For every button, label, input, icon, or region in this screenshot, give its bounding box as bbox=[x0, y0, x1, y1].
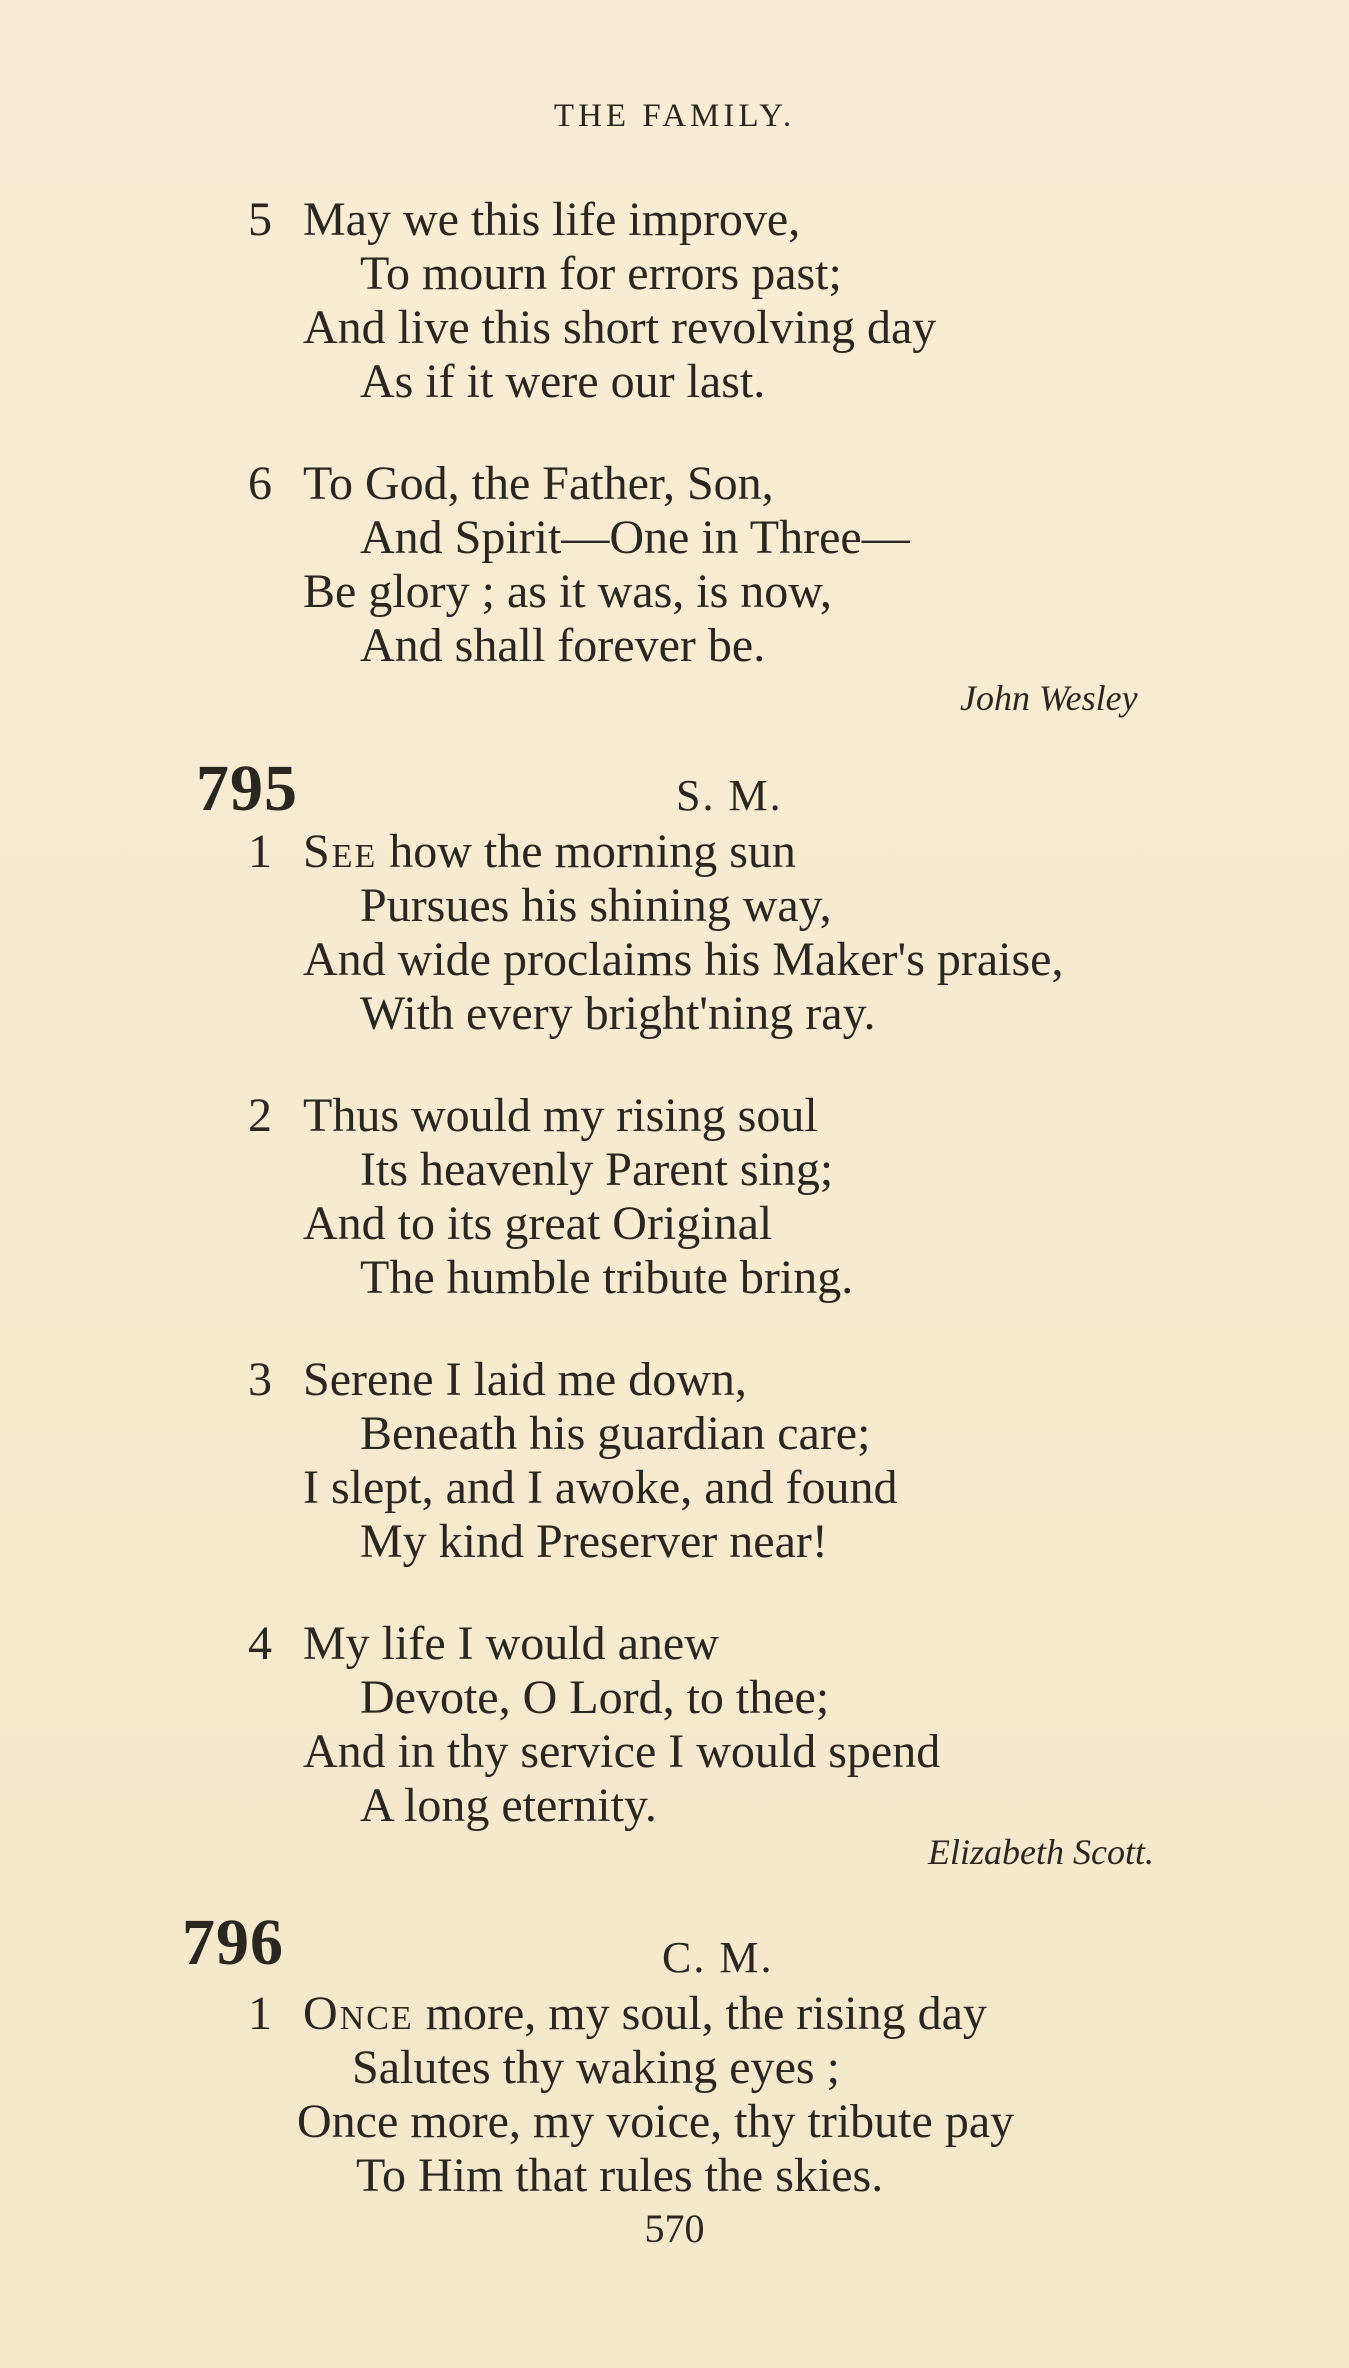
hymn-number: 795 bbox=[196, 752, 298, 825]
verse-line: Salutes thy waking eyes ; bbox=[352, 2041, 840, 2094]
hymn-meter: C. M. bbox=[662, 1933, 774, 1982]
verse-line: Beneath his guardian care; bbox=[360, 1407, 871, 1460]
verse-line: 1 Once more, my soul, the rising day bbox=[248, 1987, 987, 2040]
verse-line: Be glory ; as it was, is now, bbox=[303, 565, 832, 618]
verse-line: With every bright'ning ray. bbox=[360, 987, 876, 1040]
verse-line: My kind Preserver near! bbox=[360, 1515, 828, 1568]
verse-line: Pursues his shining way, bbox=[360, 879, 832, 932]
verse-line: And shall forever be. bbox=[360, 619, 766, 672]
verse-line: 3 Serene I laid me down, bbox=[248, 1353, 747, 1406]
verse-line: The humble tribute bring. bbox=[360, 1251, 854, 1304]
verse-line: 4 My life I would anew bbox=[248, 1617, 719, 1670]
verse-line: To Him that rules the skies. bbox=[356, 2149, 884, 2202]
hymn-meter: S. M. bbox=[676, 771, 783, 820]
verse-line: 6 To God, the Father, Son, bbox=[248, 457, 774, 510]
verse-number: 3 bbox=[248, 1353, 272, 1406]
verse-line: To mourn for errors past; bbox=[360, 247, 842, 300]
verse-line: Devote, O Lord, to thee; bbox=[360, 1671, 830, 1724]
author-attribution: Elizabeth Scott. bbox=[928, 1832, 1154, 1872]
verse-number: 1 bbox=[248, 825, 272, 878]
verse-line: I slept, and I awoke, and found bbox=[303, 1461, 898, 1514]
page-number: 570 bbox=[644, 2206, 705, 2251]
verse-number: 1 bbox=[248, 1987, 272, 2040]
verse-line: 1 See how the morning sun bbox=[248, 825, 796, 878]
verse-line: 5 May we this life improve, bbox=[248, 193, 801, 246]
verse-line: Once more, my voice, thy tribute pay bbox=[297, 2095, 1015, 2148]
verse-number: 2 bbox=[248, 1089, 272, 1142]
verse-number: 4 bbox=[248, 1617, 272, 1670]
verse-line: Its heavenly Parent sing; bbox=[360, 1143, 834, 1196]
verse-line: As if it were our last. bbox=[360, 355, 766, 408]
verse-line: And wide proclaims his Maker's praise, bbox=[303, 933, 1064, 986]
first-word: See bbox=[303, 825, 378, 878]
verse-line: And Spirit—One in Three— bbox=[360, 511, 910, 564]
verse-number: 6 bbox=[248, 457, 272, 510]
verse-line: And in thy service I would spend bbox=[303, 1725, 941, 1778]
verse-line: And to its great Original bbox=[303, 1197, 773, 1250]
verse-line: 2 Thus would my rising soul bbox=[248, 1089, 818, 1142]
first-word: Once bbox=[303, 1987, 414, 2040]
running-head: THE FAMILY. bbox=[553, 98, 796, 134]
verse-number: 5 bbox=[248, 193, 272, 246]
author-attribution: John Wesley bbox=[960, 678, 1138, 718]
hymn-number: 796 bbox=[182, 1906, 284, 1979]
verse-line: A long eternity. bbox=[360, 1779, 657, 1832]
verse-line: And live this short revolving day bbox=[303, 301, 937, 354]
